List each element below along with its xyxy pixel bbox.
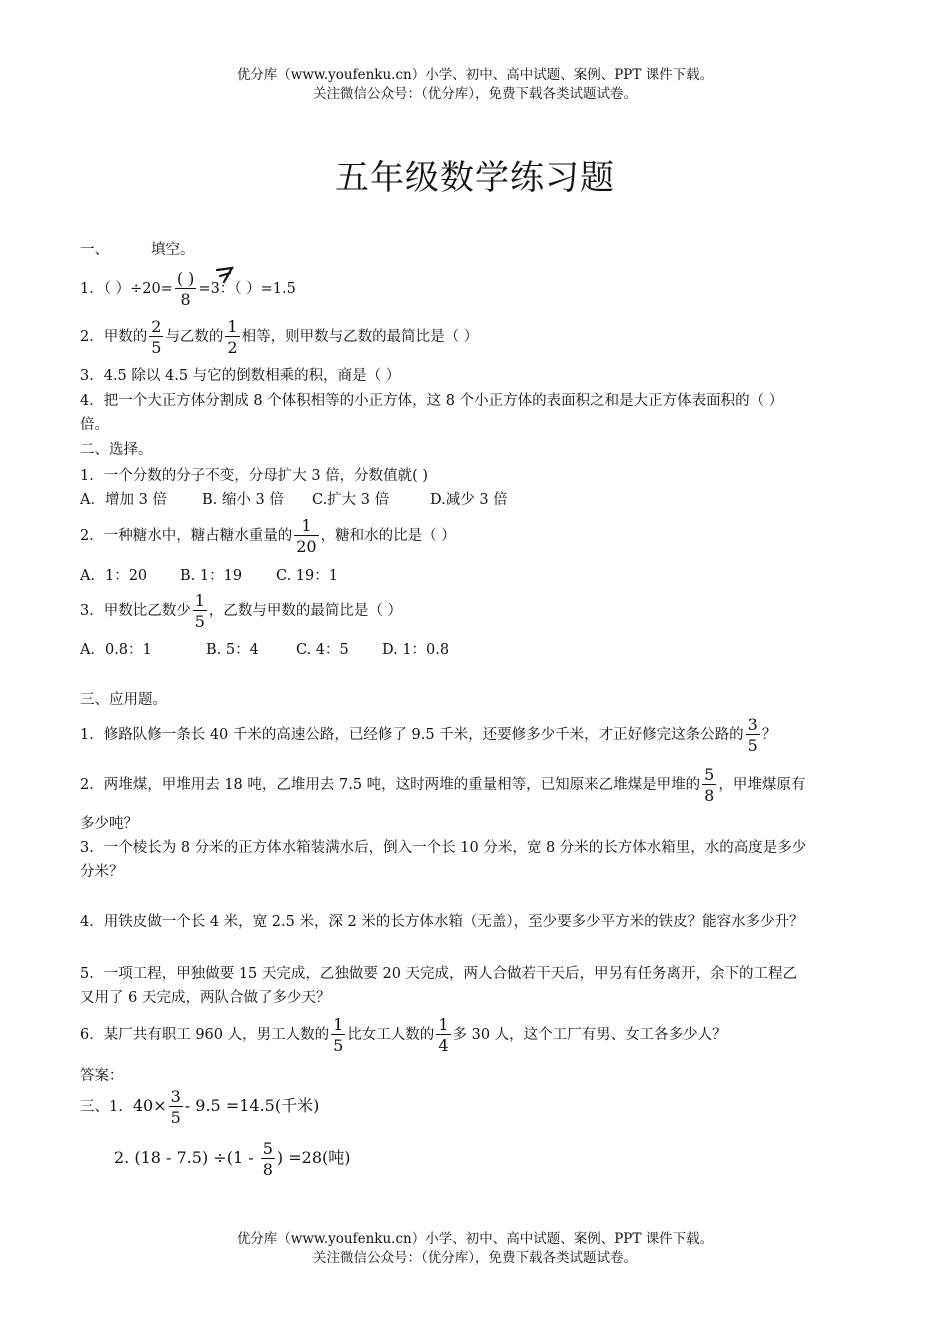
- fraction: $\frac{1}{5}$: [333, 1015, 344, 1055]
- s3-question-5-cont: 又用了 6 天完成，两队合做了多少天？: [80, 990, 331, 1006]
- handwritten-mark-icon: [214, 264, 236, 286]
- option-c: C.扩大 3 倍: [312, 492, 390, 508]
- s2-q2-options: [80, 566, 338, 586]
- s2-q3-options: [80, 640, 449, 660]
- header-line-1: 优分库（www.youfenku.cn）小学、初中、高中试题、案例、PPT 课件下载。: [236, 67, 714, 83]
- fraction: $\frac{1}{20}$: [296, 516, 317, 556]
- option-c: C. 19：1: [276, 568, 338, 584]
- fraction: $\frac{1}{2}$: [227, 317, 238, 357]
- option-a: A．0.8：1: [80, 642, 152, 658]
- fraction: $\frac{3}{5}$: [747, 715, 758, 755]
- s3-question-6: 6．某厂共有职工 960 人，男工人数的 $\frac{1}{5}$ 比女工人数的 $\frac{1}{4}$ 多 30 人，这个工厂有男、女工各多少人？: [80, 1015, 727, 1055]
- s3-question-3-cont: 分米？: [80, 864, 124, 880]
- option-a: A．增加 3 倍: [80, 492, 167, 508]
- s2-question-3: 3．甲数比乙数少 $\frac{1}{5}$ ，乙数与甲数的最简比是（ ）: [80, 591, 403, 631]
- page-title: 五年级数学练习题: [335, 158, 615, 198]
- s3-question-4: 4．用铁皮做一个长 4 米，宽 2.5 米，深 2 米的长方体水箱（无盖），至少要多少平方米的铁皮？能容水多少升？: [80, 914, 804, 930]
- fraction: $\frac{( )}{8}$: [176, 269, 195, 309]
- s3-question-2-cont: 多少吨？: [80, 816, 138, 832]
- section2-heading: 二、选择。: [80, 442, 153, 458]
- s3-question-1: 1．修路队修一条长 40 千米的高速公路，已经修了 9.5 千米，还要修多少千米，才正好修完这条公路的 $\frac{3}{5}$ ？: [80, 715, 777, 755]
- answers-heading: 答案：: [80, 1068, 124, 1084]
- s2-q1-options: [80, 490, 508, 510]
- option-a: A．1：20: [80, 568, 148, 584]
- s3-question-5: 5．一项工程，甲独做要 15 天完成，乙独做要 20 天完成，两人合做若干天后，甲另有任务离开，余下的工程乙: [80, 966, 798, 982]
- s2-question-1: 1．一个分数的分子不变，分母扩大 3 倍，分数值就( ): [80, 468, 429, 484]
- fraction: $\frac{5}{8}$: [262, 1139, 273, 1179]
- option-d: D.减少 3 倍: [430, 492, 508, 508]
- s1-question-3: 3．4.5 除以 4.5 与它的倒数相乘的积，商是（ ）: [80, 368, 401, 384]
- s3-question-2: 2．两堆煤，甲堆用去 18 吨，乙堆用去 7.5 吨，这时两堆的重量相等，已知原来乙堆煤是甲堆的 $\frac{5}{8}$ ，甲堆煤原有: [80, 765, 806, 805]
- answer-1: 三、1. 40× $\frac{3}{5}$ - 9.5 =14.5(千米): [80, 1087, 320, 1127]
- fraction: $\frac{5}{8}$: [704, 765, 715, 805]
- s1-question-2: 2．甲数的 $\frac{2}{5}$ 与乙数的 $\frac{1}{2}$ 相等，则甲数与乙数的最简比是（ ）: [80, 317, 479, 357]
- option-b: B. 缩小 3 倍: [202, 492, 284, 508]
- section1-heading: 一、 填空。: [80, 242, 195, 258]
- option-c: C. 4：5: [296, 642, 349, 658]
- header-line-2: 关注微信公众号：（优分库），免费下载各类试题试卷。: [313, 86, 637, 102]
- option-d: D. 1：0.8: [382, 642, 450, 658]
- s2-question-2: 2．一种糖水中，糖占糖水重量的 $\frac{1}{20}$ ，糖和水的比是（ ）: [80, 516, 456, 556]
- footer-line-1: 优分库（www.youfenku.cn）小学、初中、高中试题、案例、PPT 课件下载。: [236, 1231, 714, 1247]
- section3-heading: 三、应用题。: [80, 692, 167, 708]
- option-b: B. 1：19: [180, 568, 243, 584]
- s1-question-4-cont: 倍。: [80, 417, 109, 433]
- fraction: $\frac{1}{5}$: [194, 591, 205, 631]
- footer-line-2: 关注微信公众号：（优分库），免费下载各类试题试卷。: [313, 1250, 637, 1266]
- answer-2: 2. (18 - 7.5) ÷(1 - $\frac{5}{8}$ ) =28(吨): [114, 1139, 351, 1179]
- s1-question-4: 4．把一个大正方体分割成 8 个体积相等的小正方体，这 8 个小正方体的表面积之和是大正方体表面积的（ ）: [80, 393, 784, 409]
- fraction: $\frac{1}{4}$: [438, 1015, 449, 1055]
- fraction: $\frac{2}{5}$: [151, 317, 162, 357]
- option-b: B. 5：4: [206, 642, 259, 658]
- s1-question-1: 1．（ ）÷20= $\frac{( )}{8}$ =3：（ ）=1.5: [80, 269, 296, 309]
- fraction: $\frac{3}{5}$: [170, 1087, 181, 1127]
- s3-question-3: 3．一个棱长为 8 分米的正方体水箱装满水后，倒入一个长 10 分米，宽 8 分米的长方体水箱里，水的高度是多少: [80, 840, 807, 856]
